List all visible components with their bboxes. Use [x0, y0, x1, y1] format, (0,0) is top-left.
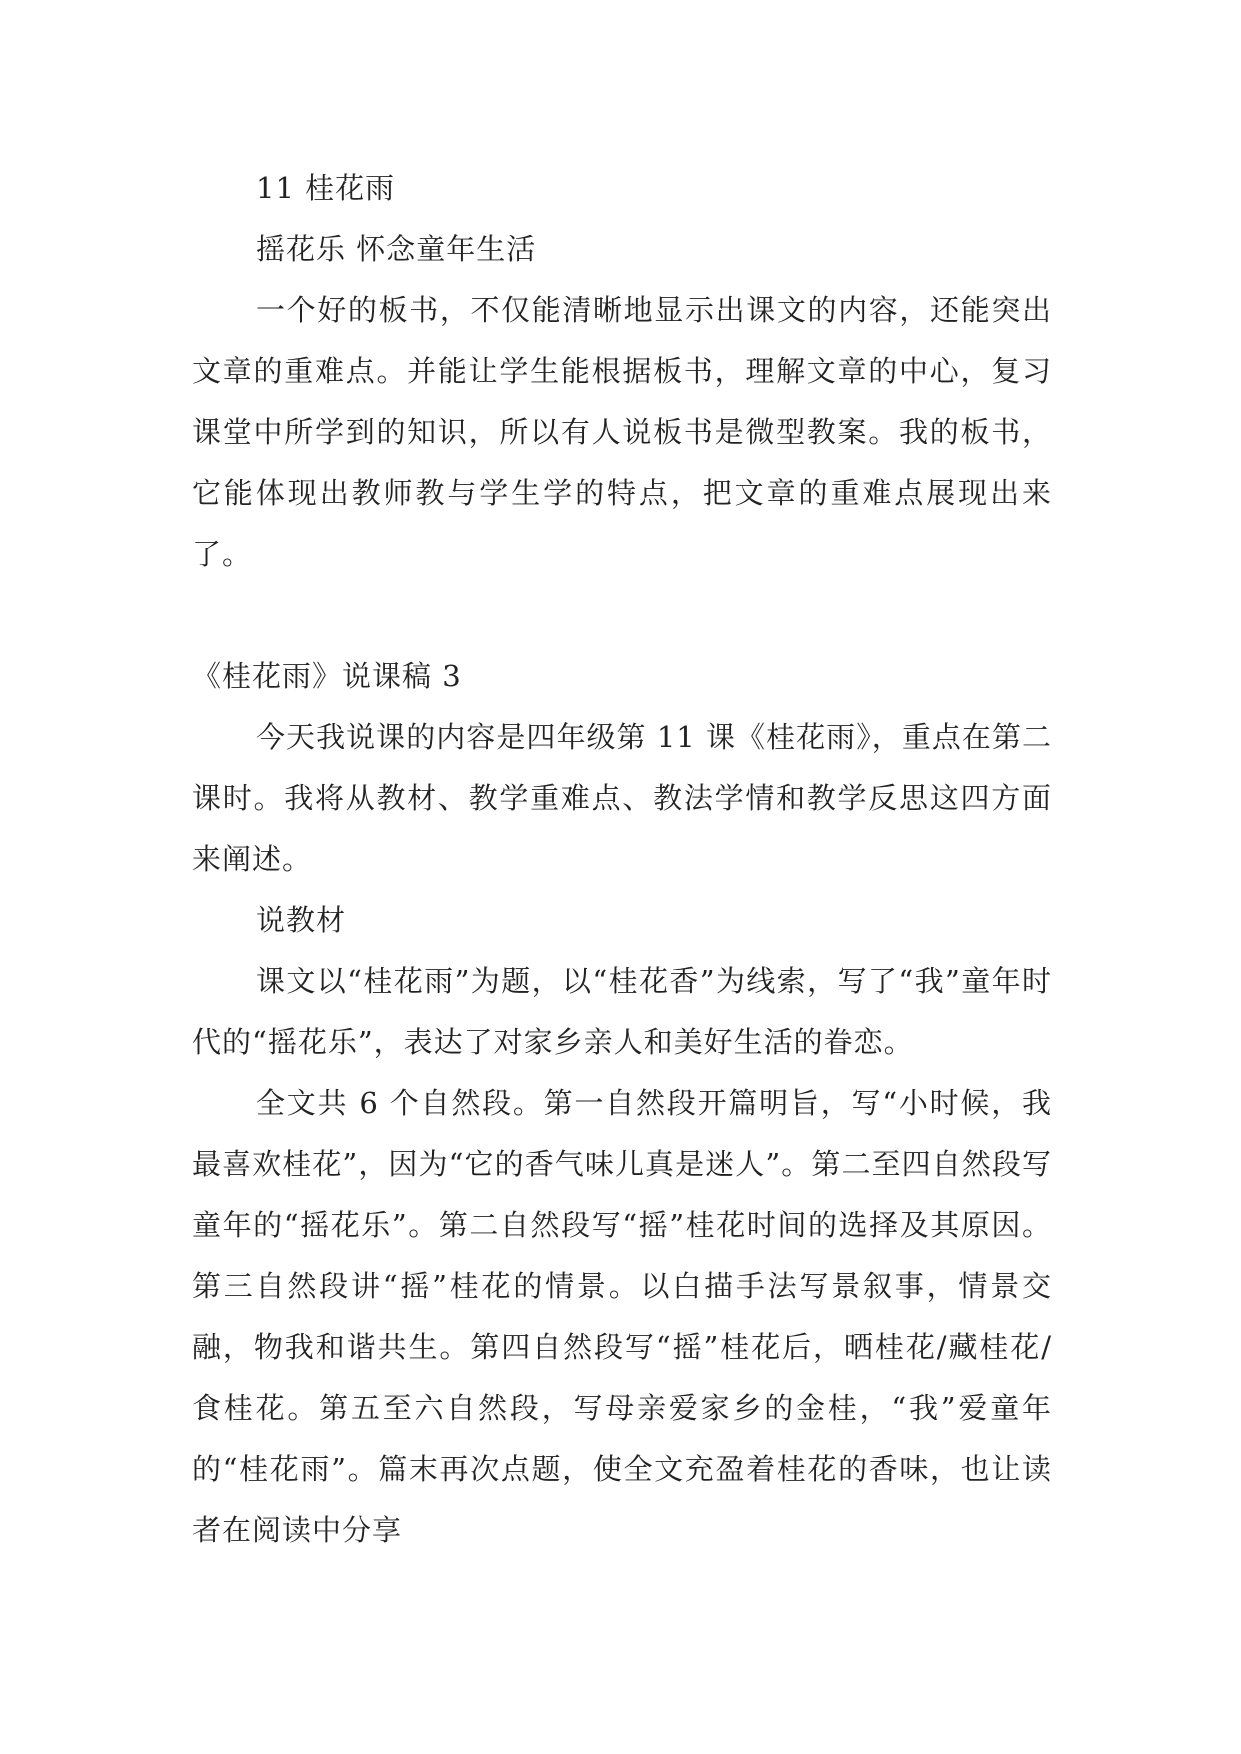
- textbook-paragraph: 课文以“桂花雨”为题，以“桂花香”为线索，写了“我”童年时代的“摇花乐”，表达了对家乡亲人和美好生活的眷恋。: [192, 964, 1052, 1059]
- subheading-textbook: 说教材: [256, 903, 347, 937]
- document-body: [192, 158, 1052, 1561]
- lesson-title: 11 桂花雨: [256, 171, 396, 205]
- section-title: 《桂花雨》说课稿 3: [192, 659, 462, 693]
- board-writing-paragraph: 一个好的板书，不仅能清晰地显示出课文的内容，还能突出文章的重难点。并能让学生能根据板书，理解文章的中心，复习课堂中所学到的知识，所以有人说板书是微型教案。我的板书，它能体现出教师教与学生学的特点，把文章的重难点展现出来了。: [192, 293, 1052, 571]
- board-outline-line: 摇花乐 怀念童年生活: [256, 232, 537, 266]
- intro-paragraph: 今天我说课的内容是四年级第 11 课《桂花雨》，重点在第二课时。我将从教材、教学重难点、教法学情和教学反思这四方面来阐述。: [192, 720, 1052, 876]
- section-spacer: [192, 585, 1052, 646]
- structure-paragraph: 全文共 6 个自然段。第一自然段开篇明旨，写“小时候，我最喜欢桂花”，因为“它的香气味儿真是迷人”。第二至四自然段写童年的“摇花乐”。第二自然段写“摇”桂花时间的选择及其原因。第三自然段讲“摇”桂花的情景。以白描手法写景叙事，情景交融，物我和谐共生。第四自然段写“摇”桂花后，晒桂花/藏桂花/食桂花。第五至六自然段，写母亲爱家乡的金桂，“我”爱童年的“桂花雨”。篇末再次点题，使全文充盈着桂花的香味，也让读者在阅读中分享: [192, 1086, 1052, 1547]
